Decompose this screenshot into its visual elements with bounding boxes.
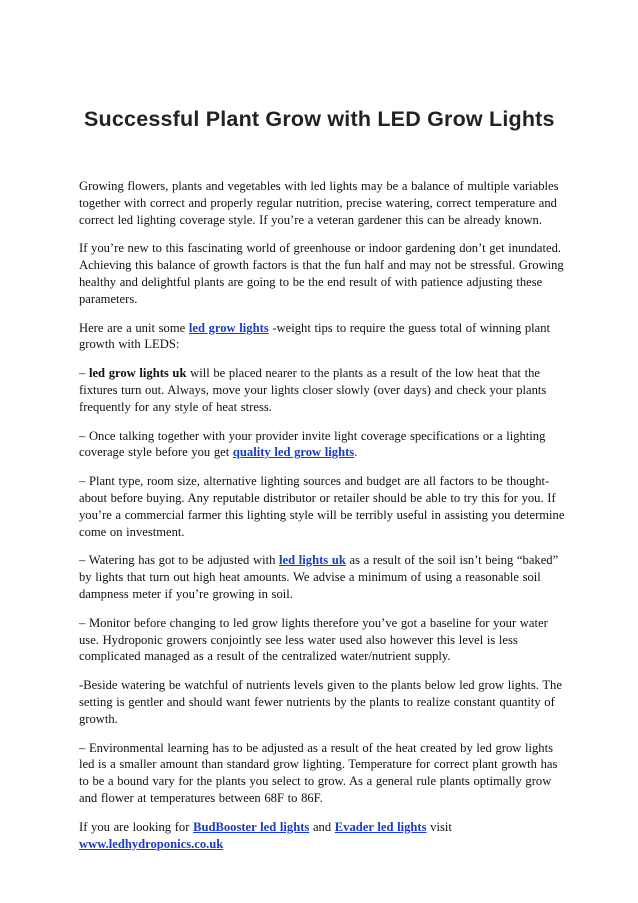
paragraph-closing <box>79 819 565 853</box>
text-segment: – Once talking together with your provider invite light coverage specifications or a lighting coverage style before you get <box>79 428 546 460</box>
text-segment: will be placed nearer to the plants as a result of the low heat that the fixtures turn out. Always, move your lights closer slowly (over days) and check your plants frequently for any style of heat stress. <box>79 366 547 414</box>
paragraph-new-gardener: If you’re new to this fascinating world of greenhouse or indoor gardening don’t get inundated. Achieving this balance of growth factors is that the fun half and may not be stressful. Growing healthy and delightful plants are going to be the end result of with patience adjusting these parameters. <box>79 241 564 306</box>
ledhydroponics-website-link[interactable]: www.ledhydroponics.co.uk <box>79 836 224 851</box>
text-segment: visit <box>426 819 452 834</box>
paragraph-tip-monitor: – Monitor before changing to led grow lights therefore you’ve got a baseline for your water use. Hydroponic growers conjointly see less water used also however this level is less complicated managed as a result of the centralized water/nutrient supply. <box>79 615 548 664</box>
text-segment: and <box>309 819 335 834</box>
led-grow-lights-link[interactable]: led grow lights <box>188 320 269 335</box>
paragraph-tip-environment: – Environmental learning has to be adjusted as a result of the heat created by led grow lights led is a smaller amount than standard grow lighting. Temperature for correct plant growth has to be a bound vary for the plants you select to grow. As a general rule plants optimally grow and flower at temperatures between 68F to 86F. <box>79 740 558 805</box>
budbooster-led-lights-link[interactable]: BudBooster led lights <box>193 819 310 834</box>
article-body <box>79 178 565 864</box>
paragraph-tips-intro <box>79 320 565 354</box>
paragraph-tip-placement <box>79 365 565 415</box>
text-segment: If you are looking for <box>79 819 194 834</box>
paragraph-tip-provider <box>79 428 565 462</box>
text-segment: -weight tips to require the guess total of winning plant growth with LEDS: <box>79 320 551 352</box>
paragraph-tip-nutrients: -Beside watering be watchful of nutrients levels given to the plants below led grow lights. The setting is gentler and should want fewer nutrients by the plants to realize constant quantity of growth. <box>79 678 562 726</box>
keyword-led-grow-lights-uk: led grow lights uk <box>88 366 187 381</box>
page-title: Successful Plant Grow with LED Grow Lights <box>84 107 555 131</box>
paragraph-tip-watering <box>79 552 565 602</box>
paragraph-intro: Growing flowers, plants and vegetables with led lights may be a balance of multiple variables together with correct and properly regular nutrition, precise watering, correct temperature and correct led lighting coverage style. If you’re a veteran gardener this can be already known. <box>79 179 559 227</box>
text-segment: – Watering has got to be adjusted with <box>79 553 280 568</box>
text-segment: – <box>79 366 89 381</box>
led-lights-uk-link[interactable]: led lights uk <box>279 553 346 568</box>
paragraph-tip-budget: – Plant type, room size, alternative lighting sources and budget are all factors to be thought-about before buying. Any reputable distributor or retailer should be able to try this for you. If you’re a commercial farmer this lighting style will be terribly useful in assisting you determine come on investment. <box>79 474 565 539</box>
text-segment: . <box>354 445 358 460</box>
text-segment: as a result of the soil isn’t being “baked” by lights that turn out high heat amounts. We advise a minimum of using a reasonable soil dampness meter if you’re growing in soil. <box>79 553 559 601</box>
text-segment: Here are a unit some <box>79 320 189 335</box>
evader-led-lights-link[interactable]: Evader led lights <box>334 819 427 834</box>
quality-led-grow-lights-link[interactable]: quality led grow lights <box>232 445 355 460</box>
